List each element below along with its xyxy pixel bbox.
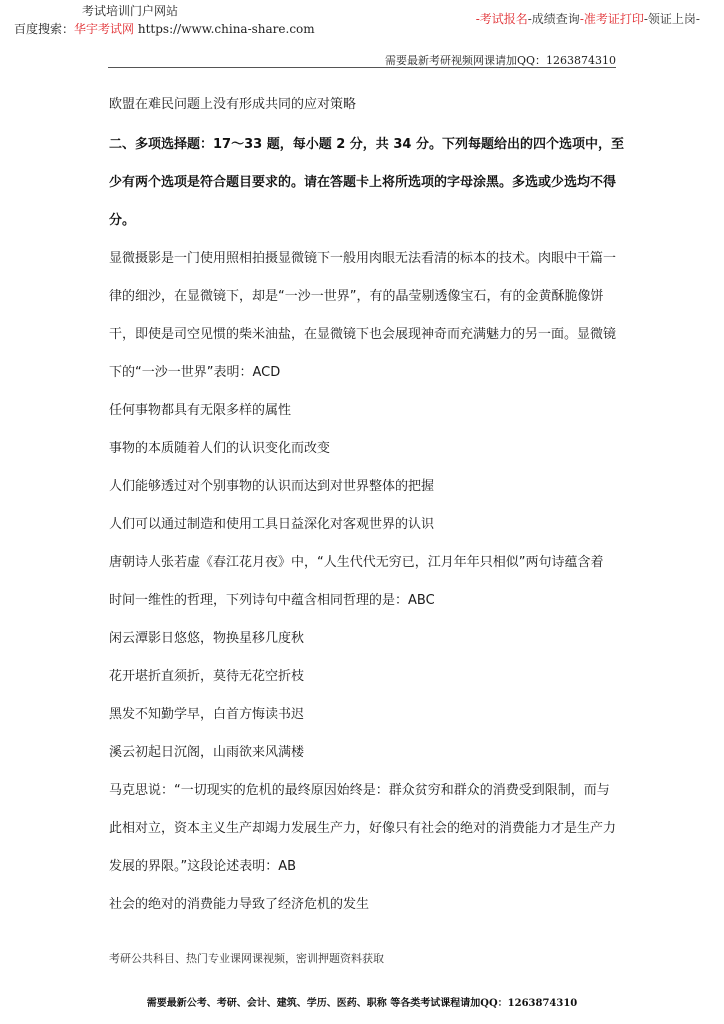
option-text: 社会的绝对的消费能力导致了经济危机的发生 [109,897,370,912]
header-contact: 需要最新考研视频网课请加QQ：1263874310 [384,54,616,67]
section-heading: 二、多项选择题：17～33 题，每小题 2 分，共 34 分。下列每题给出的四个选项中，至 [109,137,624,152]
option-text: 事物的本质随着人们的认识变化而改变 [109,441,331,456]
header-links [476,10,700,27]
site-title: 考试培训门户网站 [82,4,179,18]
link-certificate[interactable]: -领证上岗- [643,12,700,26]
footer-note: 考研公共科目、热门专业课网课视频，密训押题资料获取 [109,952,384,965]
question-text: 干，即使是司空见惯的柴米油盐，在显微镜下也会展现神奇而充满魅力的另一面。显微镜 [109,327,617,342]
search-line [14,20,315,37]
question-text: 马克思说：“一切现实的危机的最终原因始终是：群众贫穷和群众的消费受到限制，而与 [109,783,610,798]
question-text: 下的“一沙一世界”表明：ACD [109,365,281,380]
question-text: 唐朝诗人张若虚《春江花月夜》中，“人生代代无穷已，江月年年只相似”两句诗蕴含着 [109,555,604,570]
text-line: 欧盟在难民问题上没有形成共同的应对策略 [109,97,357,112]
link-score-query[interactable]: -成绩查询 [527,12,580,26]
option-text: 任何事物都具有无限多样的属性 [109,403,292,418]
section-heading: 分。 [109,213,136,228]
option-text: 黑发不知勤学早，白首方悔读书迟 [109,707,305,722]
question-text: 发展的界限。”这段论述表明：AB [109,859,297,874]
question-text: 时间一维性的哲理，下列诗句中蕴含相同哲理的是：ABC [109,593,435,608]
question-text: 此相对立，资本主义生产却竭力发展生产力，好像只有社会的绝对的消费能力才是生产力 [109,821,617,836]
header-divider [108,67,616,68]
link-exam-registration[interactable]: -考试报名 [475,12,528,26]
link-admission-ticket[interactable]: -准考证打印 [579,12,644,26]
option-text: 人们可以通过制造和使用工具日益深化对客观世界的认识 [109,517,435,532]
section-heading: 少有两个选项是符合题目要求的。请在答题卡上将所选项的字母涂黑。多选或少选均不得 [109,175,617,190]
option-text: 溪云初起日沉阁，山雨欲来风满楼 [109,745,305,760]
question-text: 显微摄影是一门使用照相拍摄显微镜下一般用肉眼无法看清的标本的技术。肉眼中干篇一 [109,251,617,266]
search-term-link[interactable]: 华宇考试网 [74,22,135,36]
option-text: 人们能够透过对个别事物的认识而达到对世界整体的把握 [109,479,435,494]
search-label: 百度搜索： [14,22,75,36]
option-text: 花开堪折直须折，莫待无花空折枝 [109,669,305,684]
search-url[interactable]: https://www.china-share.com [137,22,315,36]
footer-contact-bar: 需要最新公考、考研、会计、建筑、学历、医药、职称 等各类考试课程请加QQ：1263874310 [146,998,578,1009]
option-text: 闲云潭影日悠悠，物换星移几度秋 [109,631,305,646]
question-text: 律的细沙，在显微镜下，却是“一沙一世界”，有的晶莹剔透像宝石，有的金黄酥脆像饼 [109,289,604,304]
